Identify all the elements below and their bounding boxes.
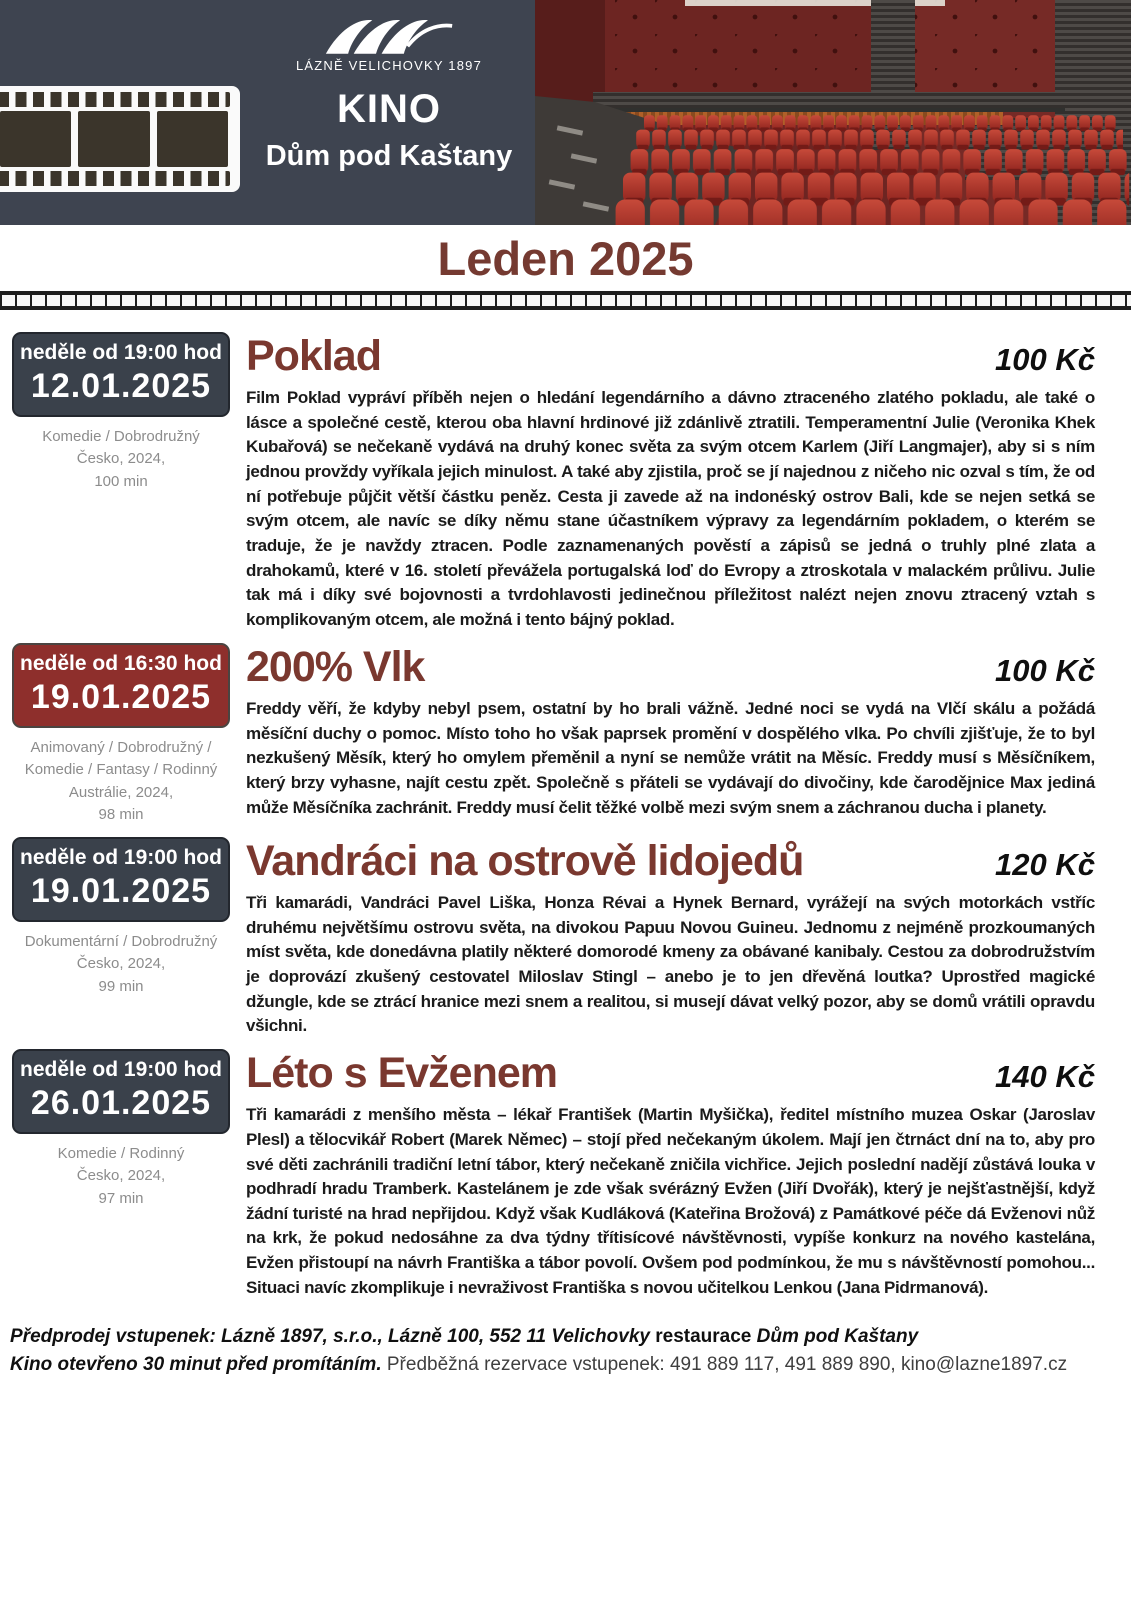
movie-origin: Česko, 2024, — [76, 1167, 166, 1185]
movie-genres: Komedie / Dobrodružný — [42, 427, 200, 445]
movie-row — [12, 643, 1095, 827]
movie-genres: Komedie / Rodinný — [57, 1144, 185, 1162]
kino-title: KINO — [337, 87, 441, 131]
movie-duration: 98 min — [98, 806, 144, 824]
movie-duration: 97 min — [98, 1189, 144, 1207]
cinema-photo — [535, 0, 1131, 225]
program-list — [0, 310, 1131, 1301]
header-brand-panel — [0, 0, 535, 225]
movie-genres: Dokumentární / Dobrodružný — [24, 932, 218, 950]
schedule-time: neděle od 19:00 hod — [20, 845, 222, 869]
movie-duration: 99 min — [98, 977, 144, 995]
movie-description: Film Poklad vypráví příběh nejen o hledání legendárního a dávno ztraceného zlatého pokladu, ale také o lásce a společné cestě, kterou oba hlavní hrdinové již zdánlivě ztratili. Temperamentní Julie (Veronika Khek Kubařová) se nečekaně vydává na druhý konec světa za svým otcem Karlem (Jiří Langmajer), aby si s ním jednou provždy vyříkala jejich minulost. A také aby zjistila, proč se jí najednou z ničeho nic ozval s tím, že od ní potřebuje půjčit větší částku peněz. Cesta ji zavede až na indonéský ostrov Bali, kde se nejen setká se svým otcem, ale navíc se díky němu stane účastníkem výpravy za legendárním pokladem, o kterém se traduje, že je navždy ztracen. Podle zaznamenaných pověstí a zápisů se jedná o truhly plné zlata a drahokamů, které v 16. století převážela portugalská loď do Evropy a ztroskotala v malackém průlivu. Julie tak má i díky své bojovnosti a tvrdohlavosti jedinečnou příležitost nalézt nejen znovu ztracený vztah s komplikovaným otcem, ale možná i tento bájný poklad. — [246, 388, 1095, 629]
movie-title: 200% Vlk — [246, 642, 425, 691]
movie-main — [246, 1049, 1095, 1301]
schedule-date: 12.01.2025 — [30, 366, 212, 405]
movie-row — [12, 1049, 1095, 1301]
spa-waves-icon — [324, 18, 454, 56]
presale-text-b: Dům pod Kaštany — [756, 1326, 919, 1348]
movie-sidebar — [12, 1049, 246, 1301]
movie-meta — [12, 426, 230, 494]
movie-meta — [12, 931, 230, 999]
movie-price: 120 Kč — [995, 846, 1095, 882]
film-sprockets-top — [0, 92, 230, 107]
movie-row — [12, 332, 1095, 633]
movie-duration: 100 min — [94, 472, 148, 490]
movie-title: Vandráci na ostrově lidojedů — [246, 836, 804, 885]
movie-description: Freddy věří, že kdyby nebyl psem, ostatní by ho brali vážně. Jedné noci se vydá na Vlčí skálu a požádá měsíční duchy o pomoc. Místo toho ho však paprsek promění v dospělého vlka. Po chvíli zjišťuje, že to byl nezkušený Měsík, který ho omylem přeměnil a nyní se nemůže vrátit na Měsíc. Freddy musí s Měsíčníkem, který brzy vyhasne, najít cestu zpět. Společně s přáteli se vydávají do divočiny, kde čarodějnice Max jediná může Měsíčníka zachránit. Freddy musí čelit těžké volbě mezi svým snem a záchranou ducha i planety. — [246, 698, 1095, 817]
date-box — [12, 332, 230, 417]
title-row — [246, 643, 1095, 692]
schedule-date: 19.01.2025 — [30, 871, 212, 910]
movie-sidebar — [12, 332, 246, 633]
date-box — [12, 1049, 230, 1134]
movie-sidebar — [12, 643, 246, 827]
schedule-time: neděle od 16:30 hod — [20, 651, 222, 675]
movie-meta — [12, 1143, 230, 1211]
title-row — [246, 837, 1095, 886]
movie-main — [246, 332, 1095, 633]
movie-main — [246, 643, 1095, 827]
title-row — [246, 1049, 1095, 1098]
schedule-date: 19.01.2025 — [30, 677, 212, 716]
film-strip-separator — [0, 291, 1131, 310]
movie-title: Poklad — [246, 331, 381, 380]
presale-text-a: Předprodej vstupenek: Lázně 1897, s.r.o., Lázně 100, 552 11 Velichovky — [10, 1326, 650, 1348]
movie-meta — [12, 737, 230, 827]
reservation-info-line — [10, 1354, 1119, 1376]
movie-main — [246, 837, 1095, 1039]
presale-text-upright: restaurace — [649, 1326, 757, 1348]
film-sprockets-bottom — [0, 171, 230, 186]
movie-description: Tři kamarádi, Vandráci Pavel Liška, Honza Révai a Hynek Bernard, vyrážejí na svých motorkách vstříc druhému největšímu ostrovu světa, na divokou Papuu Novou Guineu. Jednomu z nejméně prozkoumaných míst světa, kde donedávna platily některé domorodé kmeny za obávané kanibaly. Cestou za dobrodružstvím je doprovází zkušený cestovatel Miloslav Stingl – anebo je to jen dřevěná loutka? Uprostřed magické džungle, kde se ztrácí hranice mezi snem a realitou, si musejí dávat velký pozor, aby se domů vrátili opravdu všichni. — [246, 892, 1095, 1036]
schedule-time: neděle od 19:00 hod — [20, 1057, 222, 1081]
movie-price: 100 Kč — [995, 652, 1095, 688]
film-frames — [0, 111, 228, 167]
title-row — [246, 332, 1095, 381]
movie-origin: Česko, 2024, — [76, 450, 166, 468]
schedule-date: 26.01.2025 — [30, 1083, 212, 1122]
movie-sidebar — [12, 837, 246, 1039]
brand-block — [258, 18, 520, 173]
reservation-contacts: Předběžná rezervace vstupenek: 491 889 117, 491 889 890, kino@lazne1897.cz — [381, 1354, 1068, 1376]
movie-description: Tři kamarádi z menšího města – lékař František (Martin Myšička), ředitel místního muzea Oskar (Jaroslav Plesl) a tělocvikář Robert (Marek Němec) – stojí před nečekaným úkolem. Mají jen čtrnáct dní na to, aby pro své děti zachránili tradiční letní tábor, který nečekaně zničila vichřice. Jejich poslední nadějí zůstává louka v podhradí hradu Tramberk. Kastelánem je zde však svérázný Evžen (Jiří Dvořák), který je nejšťastnější, když žádní turisté na hrad nepřijdou. Když však Kudláková (Kateřina Brožová) z Památkové péče dá Evženovi nůž na krk, že pokud nedosáhne za dva týdny třítisícové návštěvnosti, vypíše konkurz na nového kastelána, Evžen přistoupí na návrh Františka a tábor povolí. Ovšem pod podmínkou, že mu s návštěvností pomohou... Situaci navíc zkomplikuje i nevraživost Františka s novou učitelkou Lenkou (Jana Pidrmanová). — [246, 1105, 1095, 1297]
movie-origin: Austrálie, 2024, — [68, 783, 174, 801]
movie-genres: Animovaný / Dobrodružný / Komedie / Fantasy / Rodinný — [24, 738, 218, 779]
logo-caption: LÁZNĚ VELICHOVKY 1897 — [295, 58, 483, 73]
footer — [0, 1310, 1131, 1394]
header — [0, 0, 1131, 225]
opening-note: Kino otevřeno 30 minut před promítáním. — [10, 1354, 382, 1376]
venue-title: Dům pod Kaštany — [265, 140, 513, 172]
film-strip-icon — [0, 86, 240, 192]
movie-price: 140 Kč — [995, 1058, 1095, 1094]
presale-info-line — [10, 1326, 1119, 1348]
movie-origin: Česko, 2024, — [76, 955, 166, 973]
movie-title: Léto s Evženem — [246, 1048, 557, 1097]
movie-row — [12, 837, 1095, 1039]
movie-price: 100 Kč — [995, 341, 1095, 377]
date-box — [12, 837, 230, 922]
month-title: Leden 2025 — [437, 232, 694, 285]
schedule-time: neděle od 19:00 hod — [20, 340, 222, 364]
date-box — [12, 643, 230, 728]
